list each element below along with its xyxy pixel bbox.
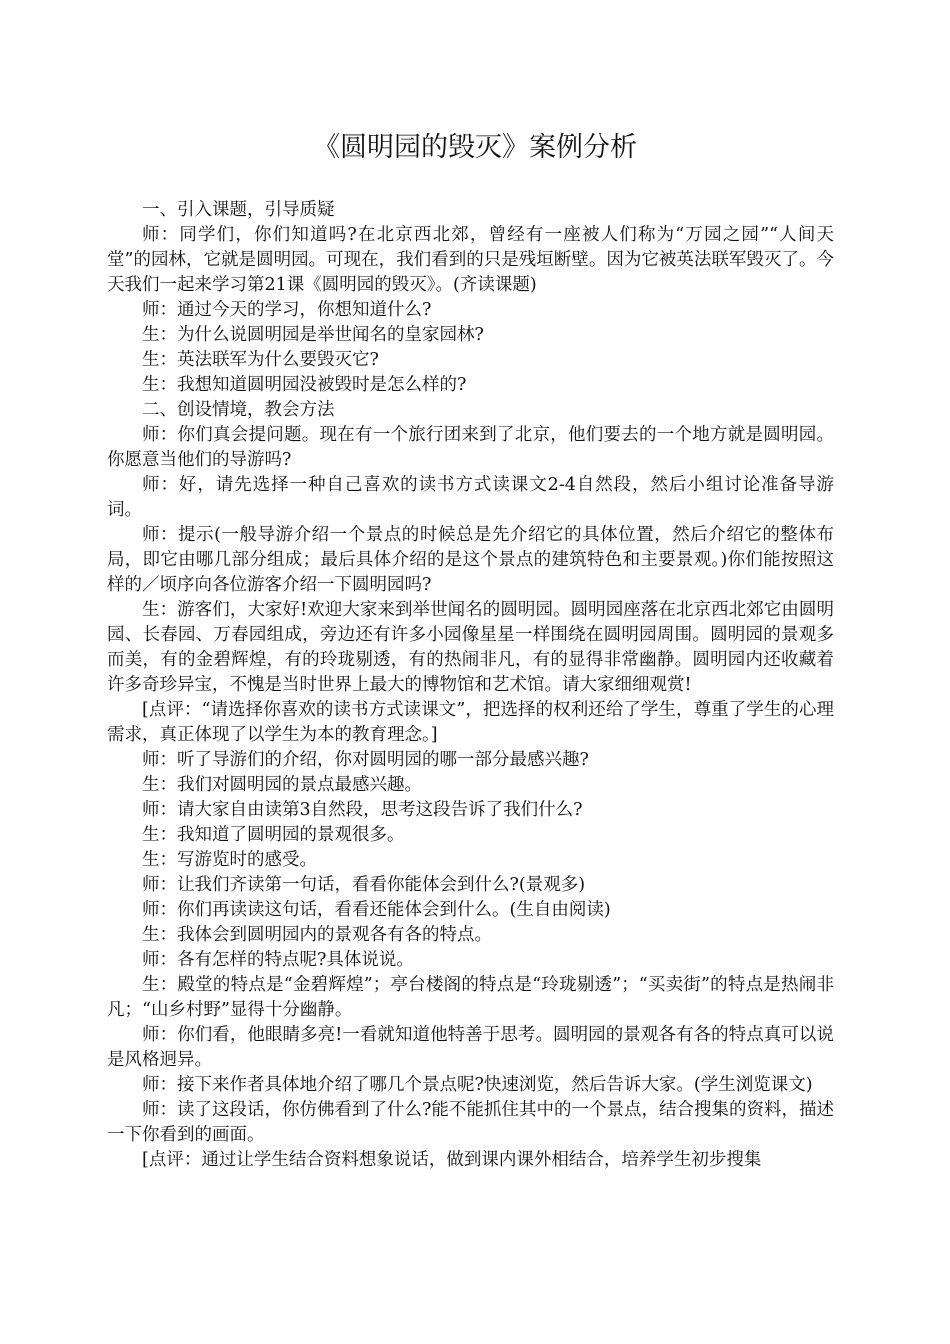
- paragraph: 生：我体会到圆明园内的景观各有各的特点。: [142, 925, 492, 945]
- paragraph: 师：好，请先选择一种自己喜欢的读书方式读课文2-4自然段，然后小组讨论准备导游词。: [107, 475, 834, 520]
- paragraph: 生：殿堂的特点是“金碧辉煌”；亭台楼阁的特点是“玲珑剔透”；“买卖街”的特点是热闹非凡；“山乡村野”显得十分幽静。: [107, 975, 834, 1020]
- paragraph: 师：你们再读读这句话，看看还能体会到什么。(生自由阅读): [142, 900, 611, 920]
- paragraph: 生：英法联军为什么要毁灭它?: [142, 350, 379, 370]
- paragraph: 生：我知道了圆明园的景观很多。: [142, 825, 405, 845]
- paragraph: 师：让我们齐读第一句话，看看你能体会到什么?(景观多): [142, 875, 586, 895]
- comment-paragraph: [点评：“请选择你喜欢的读书方式读课文”，把选择的权利还给了学生，尊重了学生的心理需求，真正体现了以学生为本的教育理念。]: [107, 700, 834, 745]
- paragraph: 师：提示(一般导游介绍一个景点的时候总是先介绍它的具体位置，然后介绍它的整体布局，即它由哪几部分组成；最后具体介绍的是这个景点的建筑特色和主要景观。)你们能按照这样的／顷序向各位游客介绍一下圆明园吗?: [107, 525, 834, 595]
- paragraph: 师：通过今天的学习，你想知道什么?: [142, 300, 432, 320]
- section-heading-1: 一、引入课题，引导质疑: [142, 200, 335, 220]
- document-body: [107, 198, 834, 1173]
- paragraph: 师：读了这段话，你仿佛看到了什么?能不能抓住其中的一个景点，结合搜集的资料，描述一下你看到的画面。: [107, 1100, 834, 1145]
- paragraph: 生：我想知道圆明园没被毁时是怎么样的?: [142, 375, 467, 395]
- paragraph: 生：我们对圆明园的景点最感兴趣。: [142, 775, 422, 795]
- paragraph: 生：游客们，大家好!欢迎大家来到举世闻名的圆明园。圆明园座落在北京西北郊它由圆明园、长春园、万春园组成，旁边还有许多小园像星星一样围绕在圆明园周围。圆明园的景观多而美，有的金碧辉煌，有的玲珑剔透，有的热闹非凡，有的显得非常幽静。圆明园内还收藏着许多奇珍异宝，不愧是当时世界上最大的博物馆和艺术馆。请大家细细观赏!: [107, 600, 834, 695]
- paragraph: 生：写游览时的感受。: [142, 850, 317, 870]
- paragraph: 生：为什么说圆明园是举世闻名的皇家园林?: [142, 325, 484, 345]
- paragraph: 师：接下来作者具体地介绍了哪几个景点呢?快速浏览，然后告诉大家。(学生浏览课文): [142, 1075, 813, 1095]
- paragraph: 师：同学们，你们知道吗?在北京西北郊，曾经有一座被人们称为“万园之园”“人间天堂”的园林，它就是圆明园。可现在，我们看到的只是残垣断壁。因为它被英法联军毁灭了。今天我们一起来学习第21课《圆明园的毁灭》。(齐读课题): [107, 225, 834, 295]
- document-title: 《圆明园的毁灭》案例分析: [313, 132, 637, 163]
- comment-paragraph: [点评：通过让学生结合资料想象说话，做到课内课外相结合，培养学生初步搜集: [142, 1150, 762, 1170]
- paragraph: 师：听了导游们的介绍，你对圆明园的哪一部分最感兴趣?: [142, 750, 589, 770]
- section-heading-2: 二、创设情境，教会方法: [142, 400, 335, 420]
- paragraph: 师：你们看，他眼睛多亮!一看就知道他特善于思考。圆明园的景观各有各的特点真可以说是风格迥异。: [107, 1025, 834, 1070]
- paragraph: 师：你们真会提问题。现在有一个旅行团来到了北京，他们要去的一个地方就是圆明园。你愿意当他们的导游吗?: [107, 425, 834, 470]
- paragraph: 师：请大家自由读第3自然段，思考这段告诉了我们什么?: [142, 800, 583, 820]
- paragraph: 师：各有怎样的特点呢?具体说说。: [142, 950, 414, 970]
